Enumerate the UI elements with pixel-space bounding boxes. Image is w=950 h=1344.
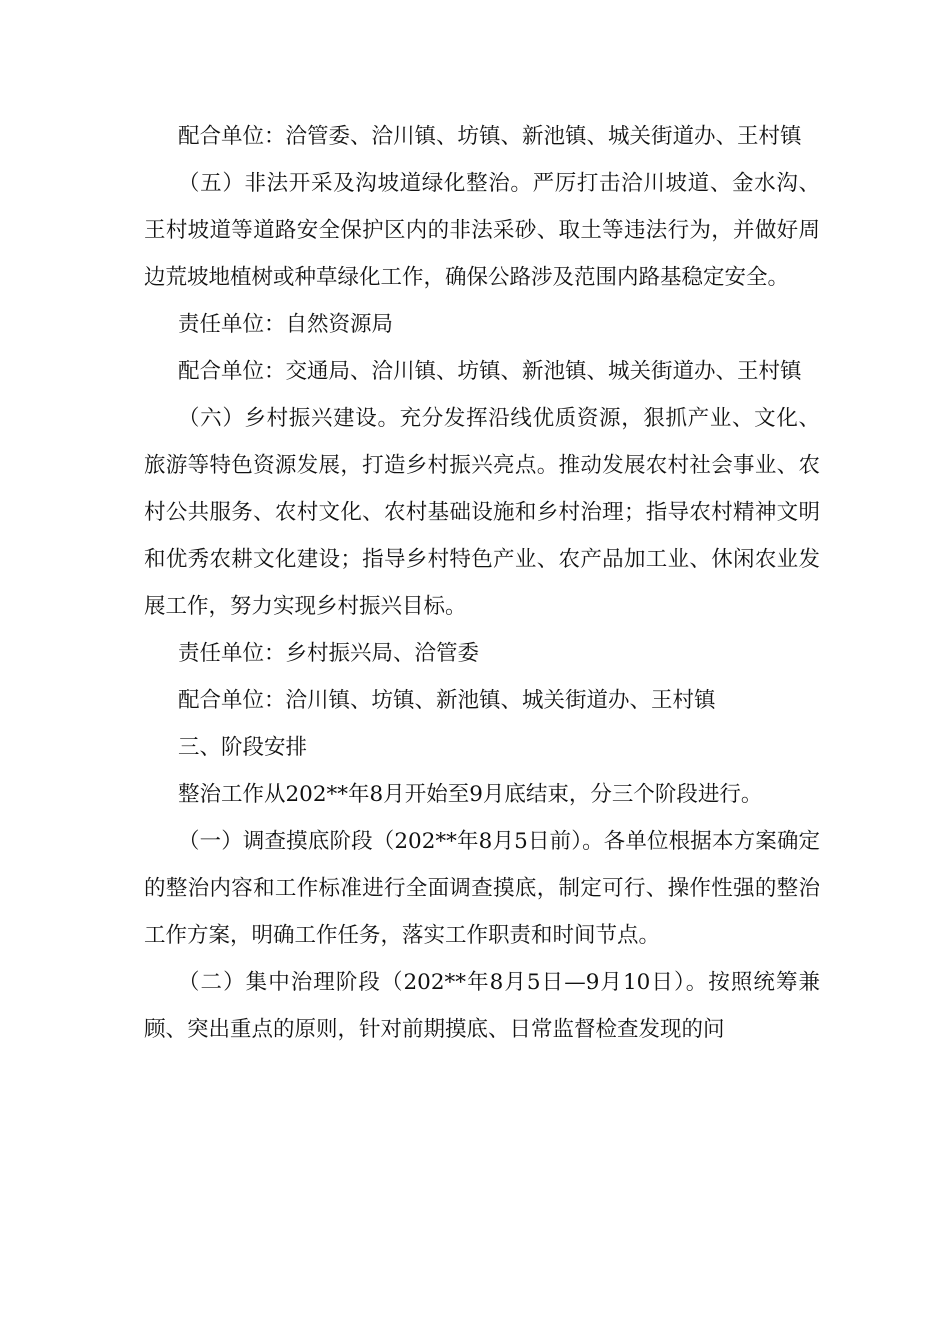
paragraph-section-5-illegal-mining: （五）非法开采及沟坡道绿化整治。严厉打击洽川坡道、金水沟、王村坡道等道路安全保护区内的非法采砂、取土等违法行为，并做好周边荒坡地植树或种草绿化工作，确保公路涉及范围内路基稳定安全。 — [144, 171, 820, 290]
paragraph-phase-2-treatment: （二）集中治理阶段（202**年8月5日—9月10日）。按照统筹兼顾、突出重点的原则，针对前期摸底、日常监督检查发现的问 — [144, 970, 820, 1042]
paragraph-phase-1-survey: （一）调查摸底阶段（202**年8月5日前）。各单位根据本方案确定的整治内容和工作标准进行全面调查摸底，制定可行、操作性强的整治工作方案，明确工作任务，落实工作职责和时间节点。 — [144, 829, 820, 948]
paragraph-schedule-overview: 整治工作从202**年8月开始至9月底结束，分三个阶段进行。 — [178, 782, 763, 807]
paragraph-cooperating-units-1: 配合单位：洽管委、洽川镇、坊镇、新池镇、城关街道办、王村镇 — [178, 124, 802, 149]
paragraph-cooperating-units-3: 配合单位：洽川镇、坊镇、新池镇、城关街道办、王村镇 — [178, 688, 716, 713]
paragraph-cooperating-units-2: 配合单位：交通局、洽川镇、坊镇、新池镇、城关街道办、王村镇 — [178, 359, 802, 384]
paragraph-responsible-unit-1: 责任单位：自然资源局 — [178, 312, 394, 337]
paragraph-responsible-unit-2: 责任单位：乡村振兴局、洽管委 — [178, 641, 480, 666]
section-heading-phase-arrangement: 三、阶段安排 — [178, 735, 308, 760]
document-body — [144, 113, 820, 1053]
paragraph-section-6-rural-revitalization: （六）乡村振兴建设。充分发挥沿线优质资源，狠抓产业、文化、旅游等特色资源发展，打造乡村振兴亮点。推动发展农村社会事业、农村公共服务、农村文化、农村基础设施和乡村治理；指导农村精神文明和优秀农耕文化建设；指导乡村特色产业、农产品加工业、休闲农业发展工作，努力实现乡村振兴目标。 — [144, 406, 820, 619]
